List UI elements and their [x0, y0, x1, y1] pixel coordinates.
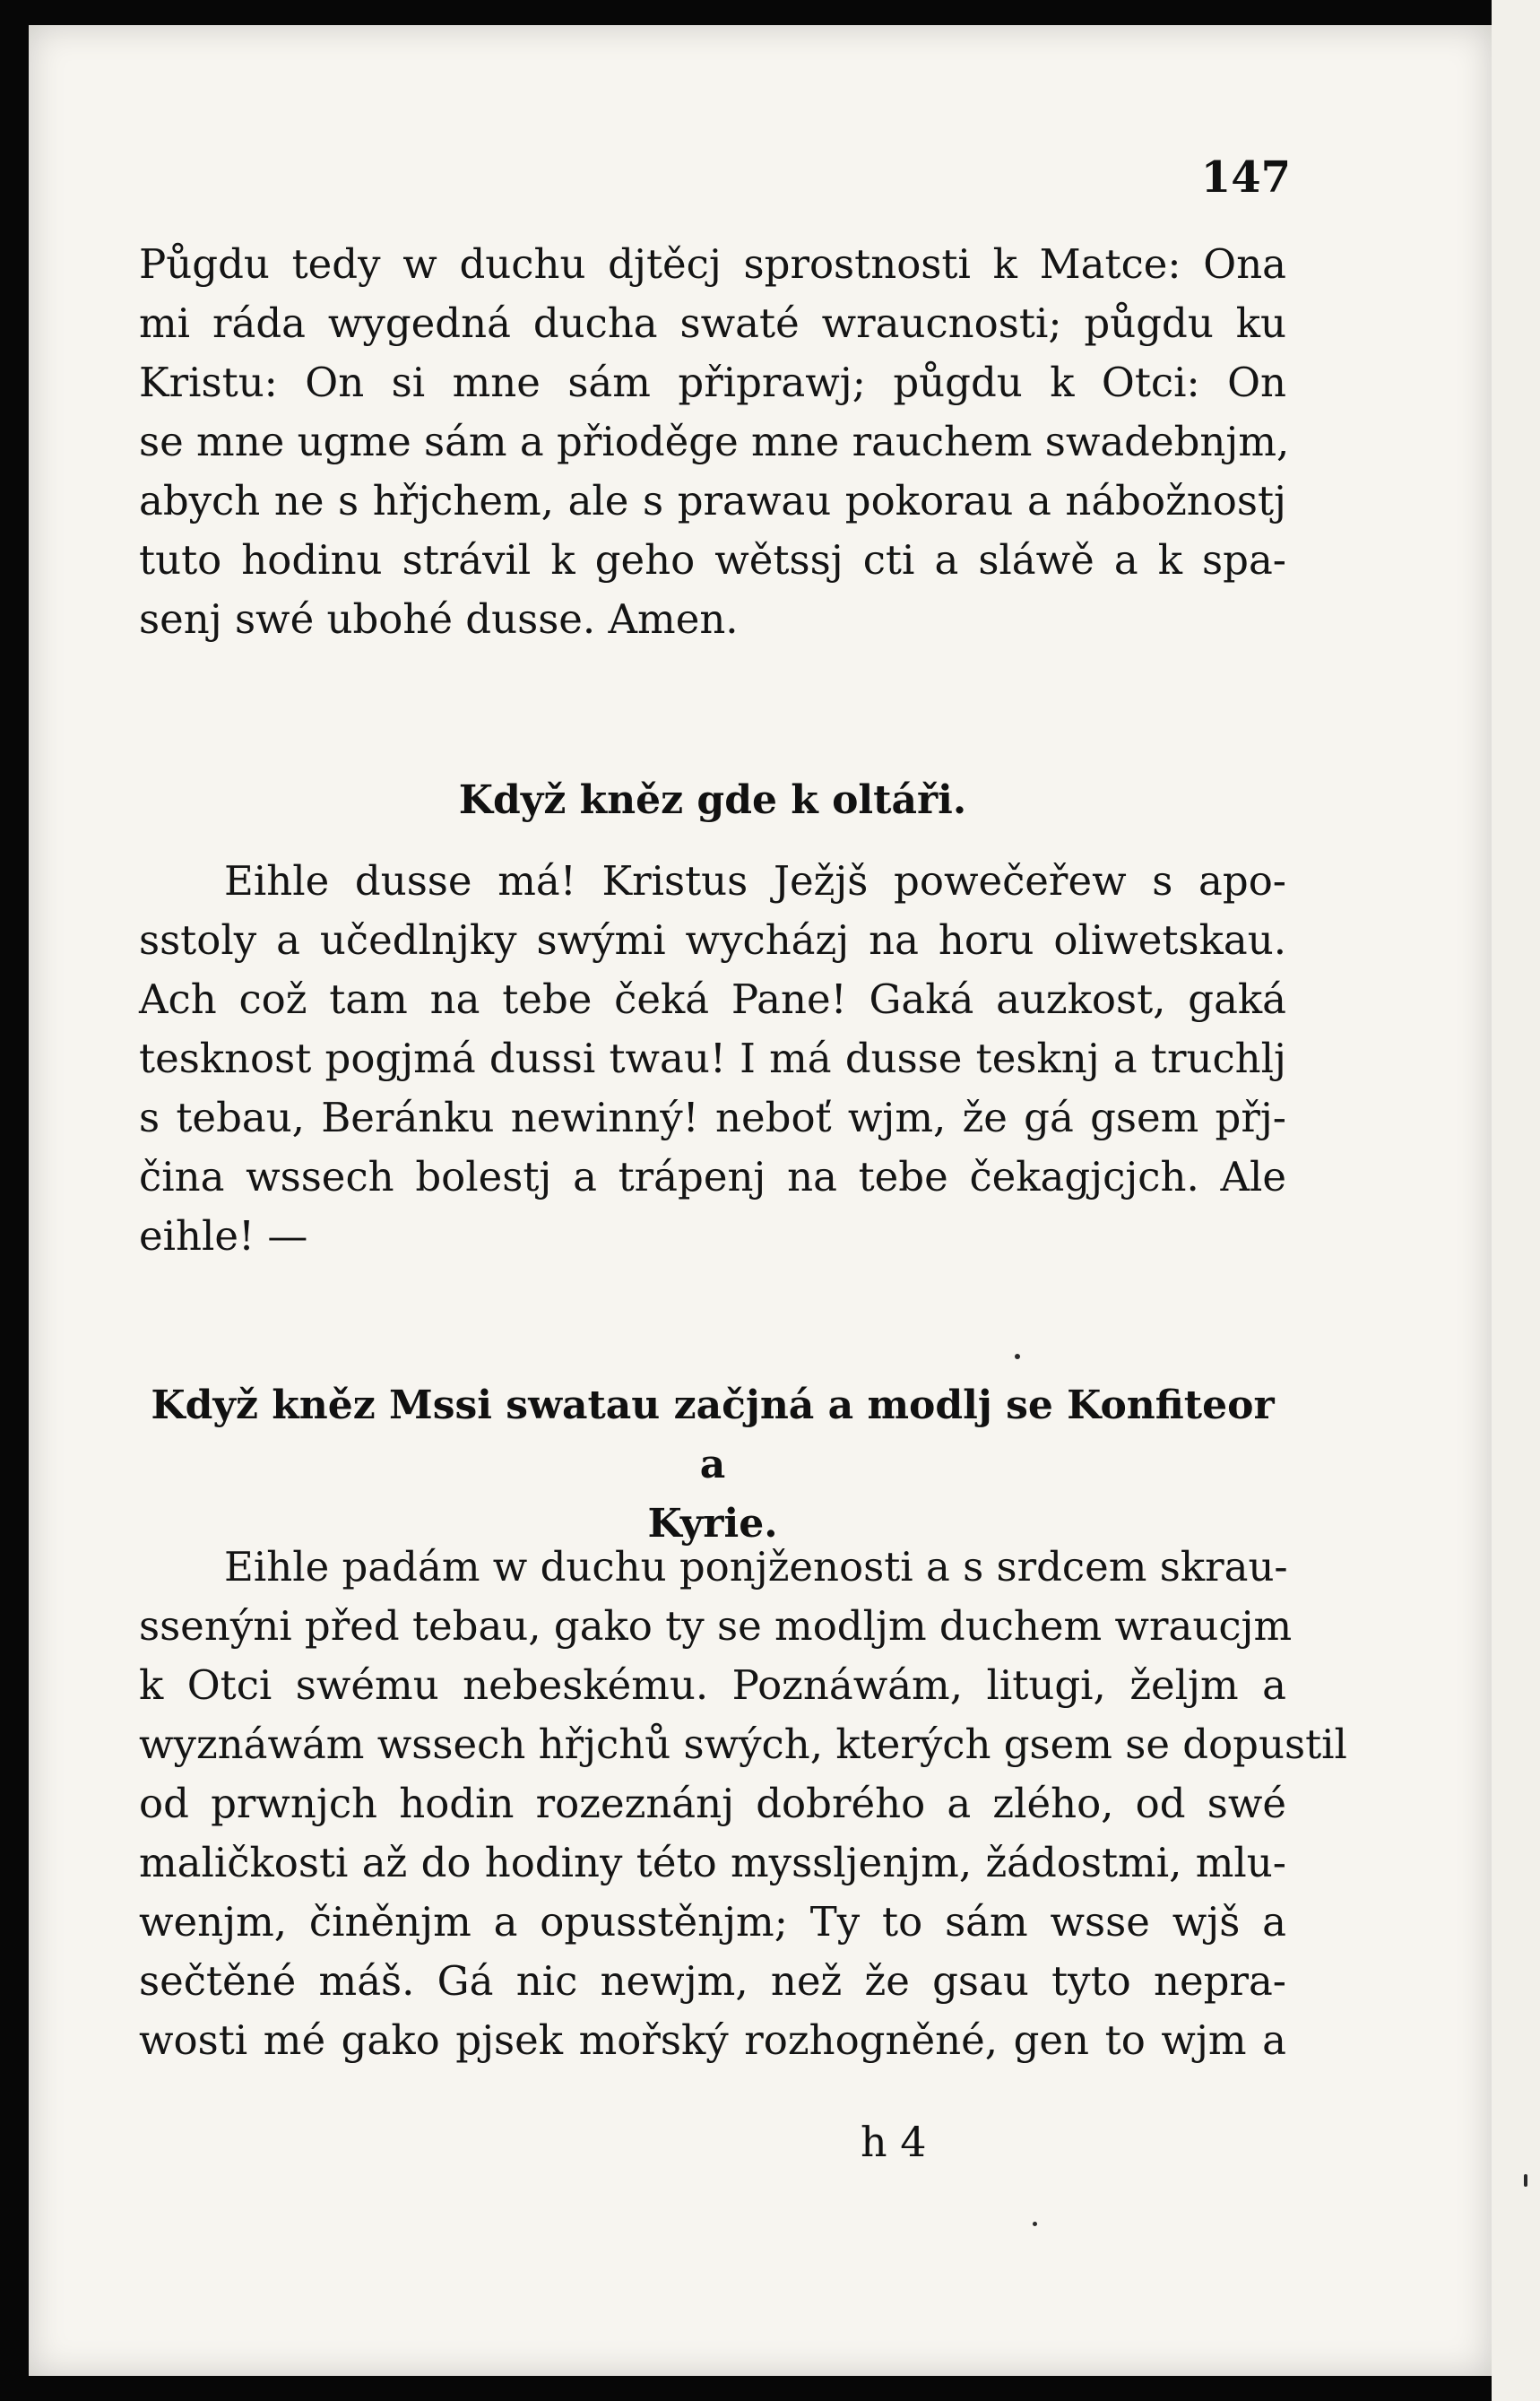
- text-line: senj swé ubohé dusse. Amen.: [139, 595, 739, 643]
- text-line: ssenýni před tebau, gako ty se modljm duchem wraucjm: [139, 1602, 1293, 1650]
- text-line: od prwnjch hodin rozeznánj dobrého a zlého, od swé: [139, 1780, 1286, 1827]
- text-line: Eihle padám w duchu ponjženosti a s srdcem skrau-: [224, 1543, 1288, 1591]
- print-speck: [1015, 1354, 1020, 1359]
- text-line: maličkosti až do hodiny této myssljenjm, žádostmi, mlu-: [139, 1839, 1286, 1886]
- text-line: tesknost pogjmá dussi twau! I má dusse tesknj a truchlj: [139, 1035, 1286, 1082]
- print-speck: [1524, 2174, 1527, 2187]
- text-line: Kristu: On si mne sám připrawj; půgdu k Otci: On: [139, 359, 1286, 406]
- page-number: 147: [1200, 152, 1291, 203]
- text-line: čina wssech bolestj a trápenj na tebe čekagjcjch. Ale: [139, 1153, 1286, 1200]
- text-line: sstoly a učedlnjky swými wycházj na horu oliwetskau.: [139, 916, 1286, 964]
- text-line: mi ráda wygedná ducha swaté wraucnosti; půgdu ku: [139, 299, 1286, 347]
- section-heading-2: [139, 1376, 1286, 1554]
- text-line: wosti mé gako pjsek mořský rozhogněné, gen to wjm a: [139, 2016, 1286, 2064]
- paragraph-2: [139, 852, 1286, 1266]
- signature-mark: h 4: [861, 2118, 927, 2166]
- text-line: Eihle dusse má! Kristus Ježjš powečeřew s apo-: [224, 857, 1286, 905]
- text-line: eihle! —: [139, 1212, 308, 1260]
- section-heading-1: Když kněz gde k oltáři.: [458, 777, 967, 823]
- paragraph-1: [139, 235, 1290, 649]
- text-line: Půgdu tedy w duchu djtěcj sprostnosti k Matce: Ona: [139, 240, 1286, 288]
- text-line: se mne ugme sám a přioděge mne rauchem swadebnjm,: [139, 418, 1290, 465]
- heading-line: Kyrie.: [647, 1501, 778, 1547]
- page-edge-strip: [1492, 0, 1540, 2401]
- text-line: tuto hodinu strávil k geho wětssj cti a sláwě a k spa-: [139, 536, 1286, 584]
- text-line: wenjm, činěnjm a opusstěnjm; Ty to sám wsse wjš a: [139, 1898, 1286, 1946]
- paragraph-3: [139, 1538, 1347, 2070]
- heading-line: Když kněz Mssi swatau začjná a modlj se Konfiteor a: [151, 1383, 1275, 1487]
- print-speck: [1033, 2222, 1037, 2226]
- text-line: k Otci swému nebeskému. Poznáwám, litugi, željm a: [139, 1661, 1286, 1709]
- text-line: Ach což tam na tebe čeká Pane! Gaká auzkost, gaká: [139, 975, 1286, 1023]
- text-line: abych ne s hřjchem, ale s prawau pokorau a nábožnostj: [139, 477, 1286, 524]
- text-line: s tebau, Beránku newinný! neboť wjm, že gá gsem přj-: [139, 1094, 1286, 1141]
- text-line: wyznáwám wssech hřjchů swých, kterých gsem se dopustil: [139, 1721, 1347, 1768]
- text-line: sečtěné máš. Gá nic newjm, než že gsau tyto nepra-: [139, 1957, 1286, 2005]
